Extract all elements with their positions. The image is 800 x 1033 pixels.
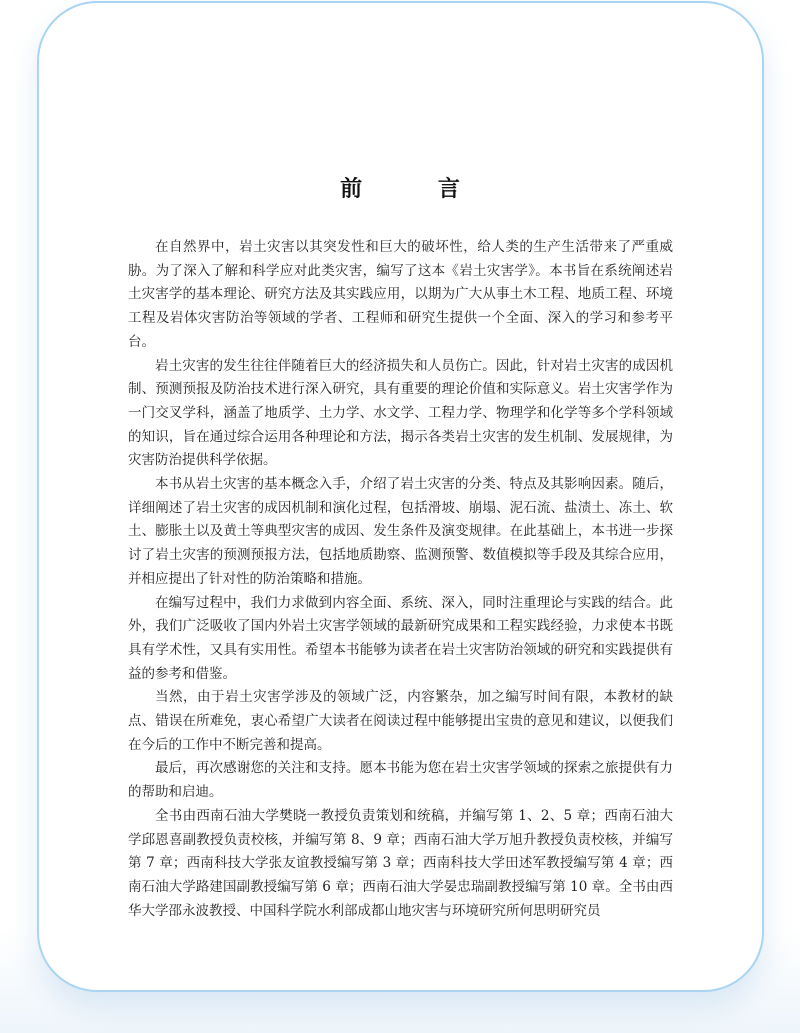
preface-body (128, 236, 673, 923)
paragraph-2: 岩土灾害的发生往往伴随着巨大的经济损失和人员伤亡。因此，针对岩土灾害的成因机制、预测预报及防治技术进行深入研究，具有重要的理论价值和实际意义。岩土灾害学作为一门交叉学科，涵盖了地质学、土力学、水文学、工程力学、物理学和化学等多个学科领域的知识，旨在通过综合运用各种理论和方法，揭示各类岩土灾害的发生机制、发展规律，为灾害防治提供科学依据。 (128, 357, 673, 469)
paragraph-6: 最后，再次感谢您的关注和支持。愿本书能为您在岩土灾害学领域的探索之旅提供有力的帮助和启迪。 (128, 760, 673, 801)
paragraph-5: 当然，由于岩土灾害学涉及的领域广泛，内容繁杂，加之编写时间有限，本教材的缺点、错误在所难免，衷心希望广大读者在阅读过程中能够提出宝贵的意见和建议，以便我们在今后的工作中不断完善和提高。 (128, 689, 673, 753)
paragraph-7: 全书由西南石油大学樊晓一教授负责策划和统稿，并编写第 1、2、5 章；西南石油大学邱恩喜副教授负责校核，并编写第 8、9 章；西南石油大学万旭升教授负责校核，并编写第 7 章；西南科技大学张友谊教授编写第 3 章；西南科技大学田述军教授编写第 4 章；西南石油大学路建国副教授编写第 6 章；西南石油大学晏忠瑞副教授编写第 10 章。全书由西华大学邵永波教授、中国科学院水利部成都山地灾害与环境研究所何思明研究员 (128, 807, 673, 919)
page-title: 前 言 (340, 176, 494, 202)
paragraph-4: 在编写过程中，我们力求做到内容全面、系统、深入，同时注重理论与实践的结合。此外，我们广泛吸收了国内外岩土灾害学领域的最新研究成果和工程实践经验，力求使本书既具有学术性，又具有实用性。希望本书能够为读者在岩土灾害防治领域的研究和实践提供有益的参考和借鉴。 (128, 594, 673, 682)
paragraph-3: 本书从岩土灾害的基本概念入手，介绍了岩土灾害的分类、特点及其影响因素。随后，详细阐述了岩土灾害的成因机制和演化过程，包括滑坡、崩塌、泥石流、盐渍土、冻土、软土、膨胀土以及黄土等典型灾害的成因、发生条件及演变规律。在此基础上，本书进一步探讨了岩土灾害的预测预报方法，包括地质勘察、监测预警、数值模拟等手段及其综合应用，并相应提出了针对性的防治策略和措施。 (128, 476, 673, 587)
paragraph-1: 在自然界中，岩土灾害以其突发性和巨大的破坏性，给人类的生产生活带来了严重威胁。为了深入了解和科学应对此类灾害，编写了这本《岩土灾害学》。本书旨在系统阐述岩土灾害学的基本理论、研究方法及其实践应用，以期为广大从事土木工程、地质工程、环境工程及岩体灾害防治等领域的学者、工程师和研究生提供一个全面、深入的学习和参考平台。 (128, 239, 673, 350)
